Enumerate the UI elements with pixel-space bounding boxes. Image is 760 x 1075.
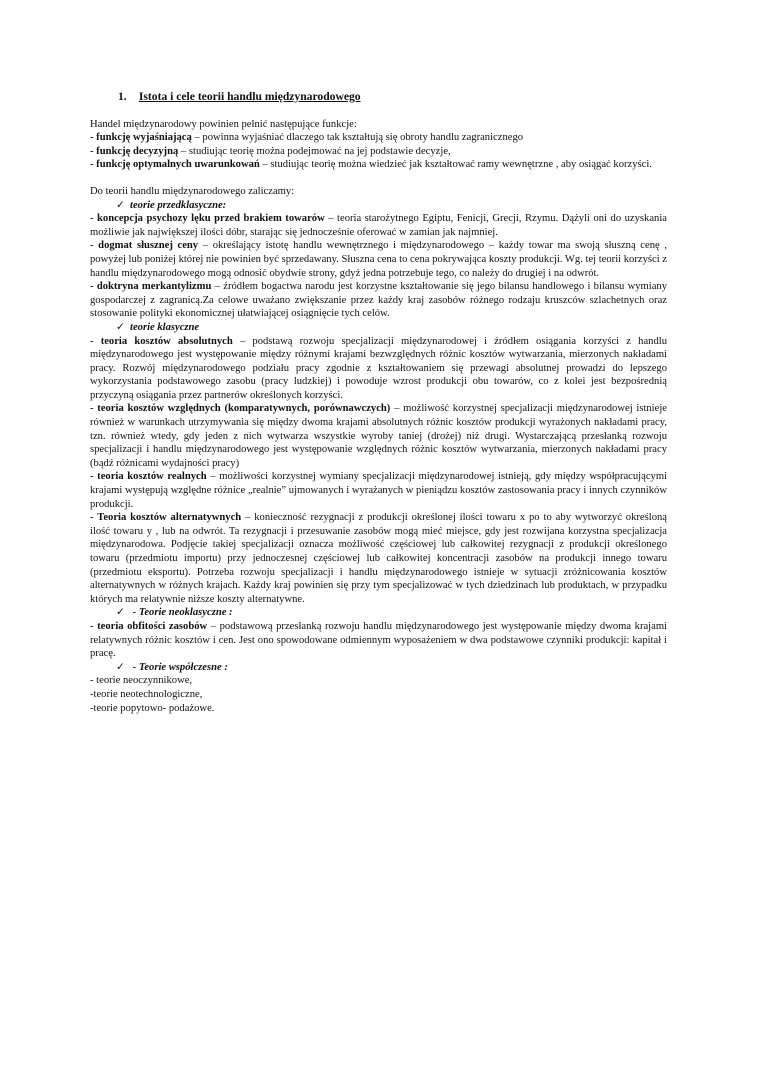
- list-item: - teorie neoczynnikowe,: [90, 675, 193, 687]
- function-item: [90, 158, 667, 172]
- theory-item: - teoria kosztów absolutnych – podstawą rozwoju specjalizacji międzynarodowej i źródłem osiągania korzyści z handlu międzynarodowego jest występowanie między różnymi krajami bezwzględnych różnic kosztów wytwarzania, mierzonych nakładami pracy. Rozwój międzynarodowego podziału pracy zgodnie z kształtowaniem się przewagi absolutnej prowadzi do lepszego wykorzystania podstawowego zasobu (pracy ludzkiej) i powoduje wzrost produkcji obu towarów, co z kolei jest bezpośrednią przyczyną osiągania przez partnerów określonych korzyści.: [90, 335, 668, 401]
- function-term: - funkcję wyjaśniającą: [90, 132, 192, 144]
- group-label-contemporary: ✓ - Teorie współczesne :: [116, 661, 228, 673]
- function-text: – powinna wyjaśniać dlaczego tak kształtują się obroty handlu zagranicznego: [191, 132, 524, 144]
- group-label-neoclassical: ✓ - Teorie neoklasyczne :: [116, 607, 233, 619]
- theory-item: - dogmat słusznej ceny – określający istotę handlu wewnętrznego i międzynarodowego – każdy towar ma swoją słuszną cenę , powyżej lub poniżej której nie powinien być sprzedawany. Słuszna cena to cena pokrywająca koszty produkcji. Wg. tej teorii korzyści z handlu międzynarodowego mogą odnosić obydwie strony, gdyż jedna potrzebuje tego, co należy do drugiej i na odwrót.: [90, 240, 668, 279]
- heading-number: 1.: [118, 90, 127, 103]
- theory-item: - teoria obfitości zasobów – podstawową przesłanką rozwoju handlu międzynarodowego jest występowanie między dwoma krajami relatywnych różnic kosztów i cen. Jest ono spowodowane odmiennym wyposażeniem w dwa podstawowe czynniki produkcji: kapitał i pracę.: [90, 620, 668, 660]
- group-label-classical: ✓ teorie klasyczne: [116, 321, 200, 333]
- function-text: – studiując teorię można wiedzieć jak kształtować ramy wewnętrzne , aby osiągać korzyści.: [259, 159, 652, 171]
- theory-item: - doktryna merkantylizmu – źródłem bogactwa narodu jest korzystne kształtowanie się jego bilansu handlowego i bilansu wymiany gospodarczej z zagranicą.Za celowe uważano zwiększanie przez każdy kraj zasobów różnego rodzaju kruszców szlachetnych oraz stosowanie polityki ekonomicznej ułatwiającej osiągnięcie tych celów.: [90, 281, 668, 320]
- theory-item: - teoria kosztów realnych – możliwości korzystnej wymiany specjalizacji międzynarodowej istnieją, gdy między współpracującymi krajami występują względne różnice „realnie” ujmowanych i wyrażanych w pieniądzu kosztów zastosowania pracy i innych czynników produkcji.: [90, 471, 667, 510]
- list-item: -teorie neotechnologiczne,: [90, 688, 203, 700]
- section-heading: [118, 90, 667, 104]
- theory-item: - teoria kosztów względnych (komparatywnych, porównawczych) – możliwość korzystnej specjalizacji międzynarodowej istnieje również w warunkach utrzymywania się między dwoma krajami absolutnych różnic kosztów produkcji wyrażonych nakładami pracy, tzn. również wtedy, gdy jeden z nich wytwarza wszystkie wyroby taniej (drożej) niż drugi. Wystarczającą przesłanką rozwoju specjalizacji i handlu międzynarodowego jest występowanie względnych różnic kosztów wytwarzania, mierzonych nakładami pracy (bądź różnicami wydajności pracy): [90, 403, 667, 469]
- heading-title: Istota i cele teorii handlu międzynarodowego: [138, 90, 361, 103]
- theories-intro: Do teorii handlu międzynarodowego zaliczamy:: [90, 185, 295, 197]
- checkmark-icon: ✓: [116, 321, 125, 333]
- document-page: [90, 90, 667, 715]
- intro-text: Handel międzynarodowy powinien pełnić następujące funkcje:: [90, 118, 357, 130]
- checkmark-icon: ✓: [116, 607, 125, 619]
- function-text: – studiując teorię można podejmować na jej podstawie decyzje,: [178, 145, 451, 157]
- function-item: [90, 145, 667, 159]
- function-term: - funkcję decyzyjną: [90, 145, 179, 157]
- theory-item: - koncepcja psychozy lęku przed brakiem towarów – teoria starożytnego Egiptu, Fenicji, Grecji, Rzymu. Dążyli oni do uzyskania możliwie jak największej ilości dóbr, starając się jednocześnie oferować w zamian jak najmniej.: [90, 213, 667, 238]
- theory-item: - Teoria kosztów alternatywnych – konieczność rezygnacji z produkcji określonej ilości towaru x po to aby wytworzyć określoną ilość towaru y , lub na odwrót. Ta rezygnacji i przesuwanie zasobów mogą mieć miejsce, gdy jest rozwijana korzystna specjalizacja międzynarodowa. Podjęcie takiej specjalizacji oznacza możliwość częściowej lub całkowitej rezygnacji z produkcji określonego towaru (przedmiotu importu) przy jednoczesnej częściowej lub całkowitej koncentracji zasobów na produkcji innego towaru (przedmiotu eksportu). Potrzeba rozwoju specjalizacji i handlu międzynarodowego istnieje w sytuacji zróżnicowania kosztów alternatywnych w różnych krajach. Każdy kraj powinien się przy tym specjalizować w tych dziedzinach lub produktach, w przypadku których ma relatywnie niższe koszty alternatywne.: [90, 512, 667, 605]
- checkmark-icon: ✓: [116, 199, 125, 211]
- list-item: -teorie popytowo- podażowe.: [90, 702, 215, 714]
- function-item: [90, 131, 667, 145]
- checkmark-icon: ✓: [116, 661, 125, 673]
- function-term: - funkcję optymalnych uwarunkowań: [90, 159, 260, 171]
- group-label-preclassical: ✓ teorie przedklasyczne:: [116, 199, 227, 211]
